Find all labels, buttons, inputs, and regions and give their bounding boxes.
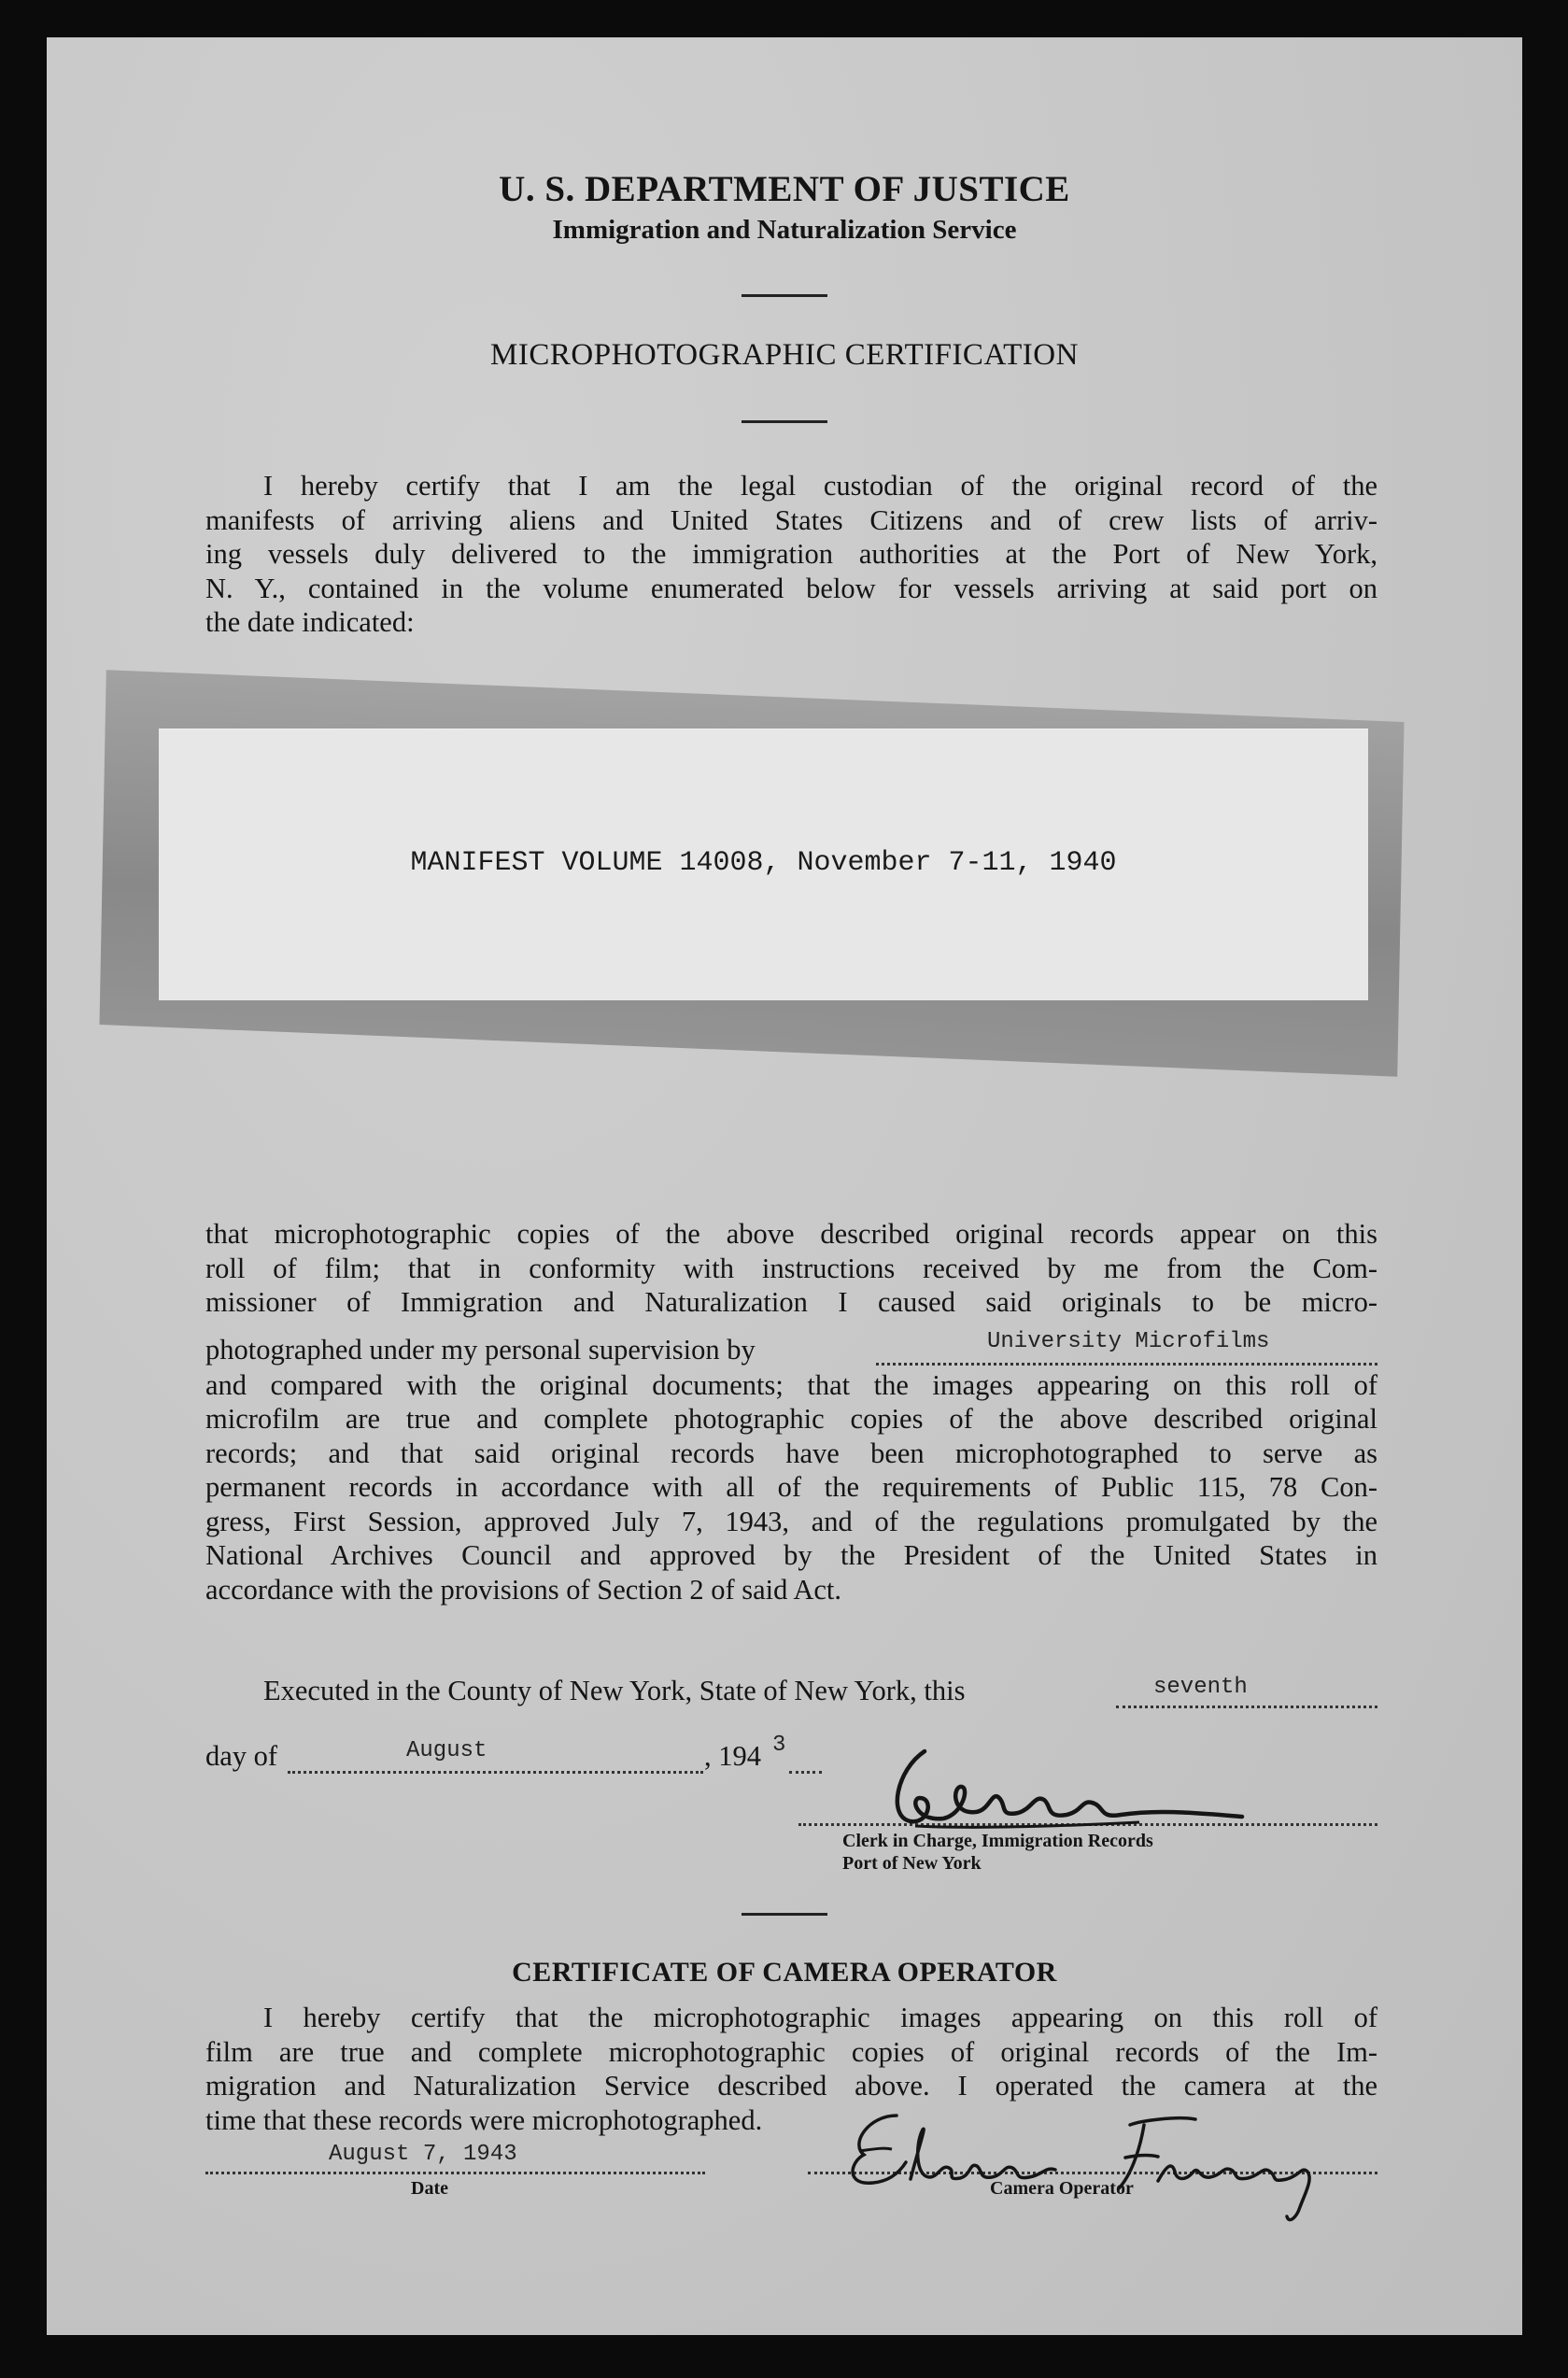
clerk-title: Clerk in Charge, Immigration Records [842,1831,1153,1851]
dotted-fill [1116,1706,1377,1708]
operator-signature [822,2088,1382,2228]
paragraph-line: records; and that said original records have been microphotographed to serve as [205,1437,1377,1469]
paragraph-line: permanent records in accordance with all of the requirements of Public 115, 78 Con- [205,1471,1377,1503]
paragraph-line: the date indicated: [205,606,415,638]
divider [742,420,827,423]
date-line [205,2172,705,2174]
attached-slip [159,729,1368,1000]
paragraph-line: time that these records were microphotographed. [205,2103,763,2136]
operator-label: Camera Operator [990,2178,1134,2199]
intro-paragraph [205,469,1377,640]
execution-prefix: Executed in the County of New York, State of New York, this [263,1675,966,1706]
paragraph-line: and compared with the original documents; that the images appearing on this roll of [205,1368,1377,1401]
day-of-label: day of [205,1740,278,1772]
dotted-fill [876,1363,1377,1366]
supervision-value: University Microfilms [987,1328,1270,1354]
supervision-prefix: photographed under my personal supervision by [205,1333,756,1366]
clerk-port: Port of New York [842,1853,982,1874]
clerk-signature [859,1733,1270,1845]
month-value: August [406,1738,487,1763]
paragraph-line: microfilm are true and complete photographic copies of the above described original [205,1403,1377,1435]
paragraph-line: that microphotographic copies of the above described original records appear on this [205,1218,1377,1250]
paragraph-line: ing vessels duly delivered to the immigration authorities at the Port of New York, [205,538,1377,570]
paragraph-line: manifests of arriving aliens and United States Citizens and of crew lists of arriv- [205,503,1377,536]
year-value: 3 [772,1733,786,1758]
paragraph-line: National Archives Council and approved by the President of the United States in [205,1539,1377,1571]
paragraph-line: roll of film; that in conformity with instructions received by me from the Com- [205,1252,1377,1284]
manifest-volume-text: MANIFEST VOLUME 14008, November 7-11, 1940 [410,847,1117,879]
certification-title: MICROPHOTOGRAPHIC CERTIFICATION [490,338,1079,372]
dotted-fill [288,1771,703,1774]
department-heading: U. S. DEPARTMENT OF JUSTICE [499,169,1070,209]
date-label: Date [411,2178,448,2199]
paragraph-line: missioner of Immigration and Naturalization I caused said originals to be micro- [205,1286,1377,1318]
date-value: August 7, 1943 [329,2142,517,2167]
paragraph-line: I hereby certify that I am the legal custodian of the original record of the [263,470,1377,502]
paragraph-line: gress, First Session, approved July 7, 1943, and of the regulations promulgated by the [205,1505,1377,1537]
divider [742,294,827,297]
paragraph-line: migration and Naturalization Service described above. I operated the camera at the [205,2070,1377,2102]
paragraph-line: I hereby certify that the microphotographic images appearing on this roll of [263,2002,1377,2033]
paragraph-line: film are true and complete microphotographic copies of original records of the Im- [205,2035,1377,2068]
supervision-line [205,1320,1377,1368]
year-prefix: , 194 [704,1740,761,1772]
body-paragraph [205,1217,1377,1607]
divider [742,1913,827,1916]
paragraph-line: N. Y., contained in the volume enumerated below for vessels arriving at said port on [205,572,1377,604]
camera-certificate-title: CERTIFICATE OF CAMERA OPERATOR [512,1957,1057,1988]
service-subheading: Immigration and Naturalization Service [552,215,1017,245]
dotted-fill [789,1771,822,1774]
execution-day-value: seventh [1153,1675,1248,1700]
paragraph-line: accordance with the provisions of Section 2 of said Act. [205,1573,841,1606]
certificate-page [47,37,1522,2335]
